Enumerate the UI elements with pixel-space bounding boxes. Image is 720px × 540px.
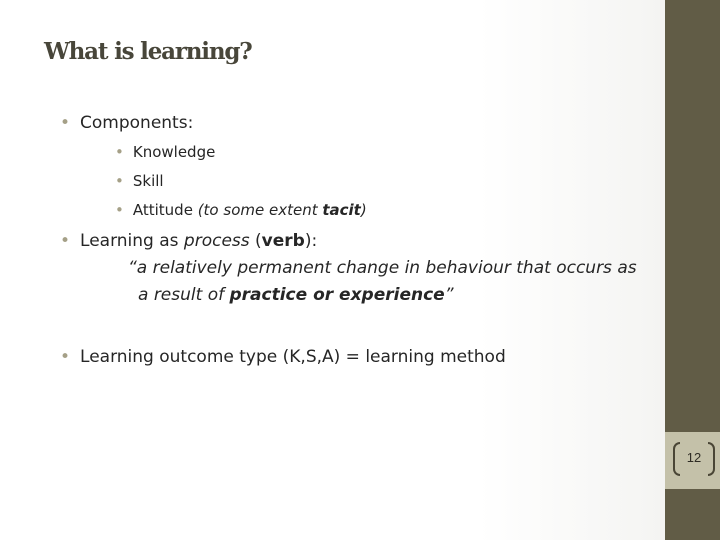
process-prefix: Learning as [80,231,184,251]
sub-bullet-skill [115,172,164,190]
slide-title: What is learning? [44,38,252,65]
quote-text: a result of [138,285,230,305]
definition-quote-line2 [138,285,454,305]
bullet-icon: • [115,201,124,219]
quote-bold-text: practice or experience [229,285,445,305]
bullet-learning-process [60,231,317,251]
outcome-text: Learning outcome type (K,S,A) = learning method [80,347,506,367]
attitude-note: (to some extent tacit) [197,201,367,219]
quote-close: ” [444,285,454,305]
sub-bullet-knowledge [115,143,215,161]
bullet-components [60,113,193,133]
bullet-icon: • [60,231,71,251]
paren-close: ): [304,231,318,251]
verb-word: verb [261,231,305,251]
sub-item-label: Attitude [132,201,198,219]
process-word: process [183,231,250,251]
bullet-icon: • [115,143,124,161]
definition-quote-line1: “a relatively permanent change in behaviour that occurs as [128,258,637,278]
bullet-learning-outcome [60,347,506,367]
paren-open: ( [249,231,262,251]
sub-bullet-attitude [115,201,367,219]
right-bracket-shape [708,442,715,476]
components-label: Components: [80,113,194,133]
bullet-icon: • [115,172,124,190]
bullet-icon: • [60,347,71,367]
page-number-box [665,432,720,489]
bullet-icon: • [60,113,71,133]
sub-item-label: Skill [132,172,164,190]
page-number: 12 [686,450,702,465]
sub-item-label: Knowledge [132,143,216,161]
attitude-note-bold: tacit [322,201,361,219]
